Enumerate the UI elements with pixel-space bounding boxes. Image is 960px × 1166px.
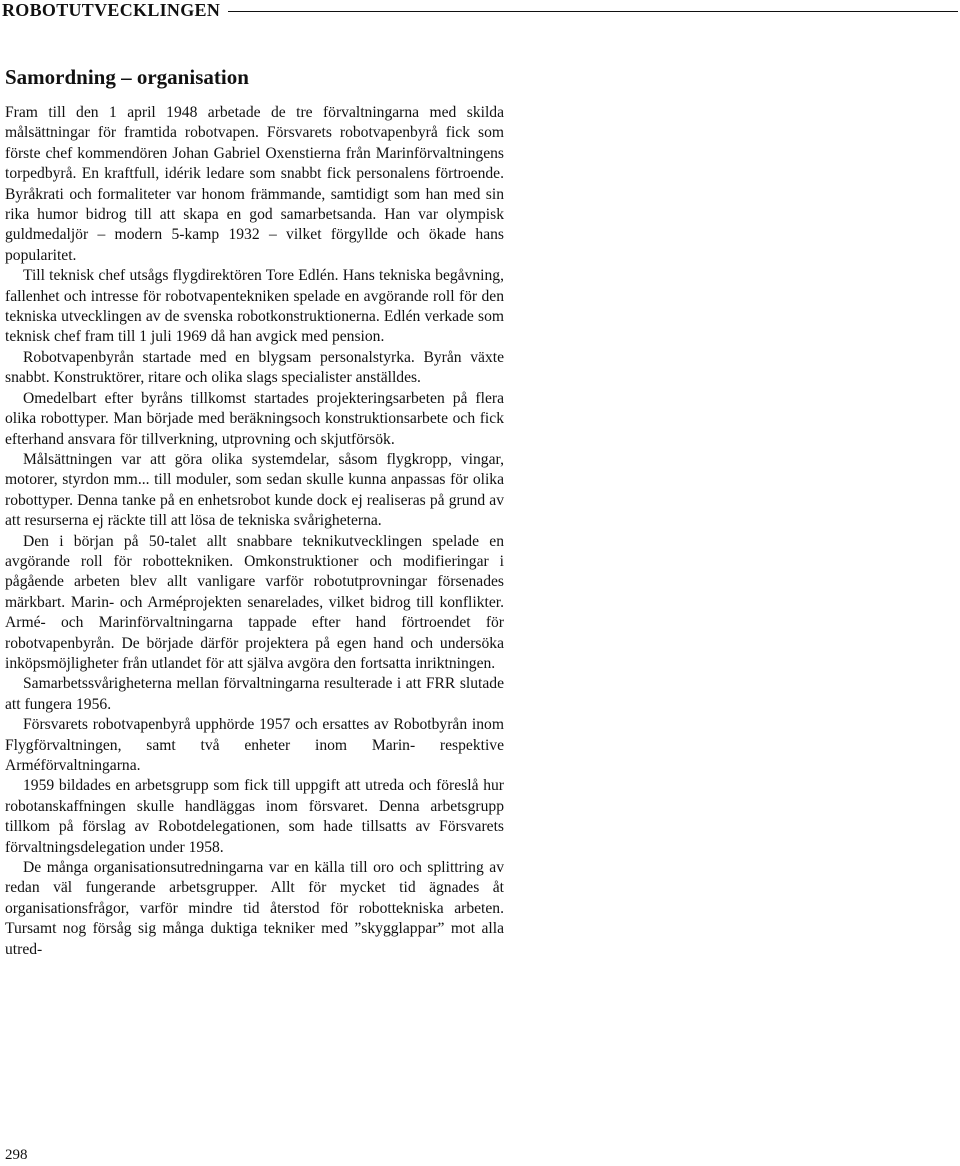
paragraph: Den i början på 50-talet allt snabbare teknikutvecklingen spelade en avgörande roll för robottekniken. Omkonstruktioner och modifieringar i pågående arbeten blev allt vanligare varför robotutprovningar försenades märkbart. Marin- och Arméprojekten senarelades, vilket bidrog till konflikter. Armé- och Marinförvaltningarna tappade efter hand förtroendet för robotvapenbyrån. De började därför projektera på egen hand och undersöka inköpsmöjligheter från utlandet för att själva avgöra den fortsatta inriktningen. bbox=[5, 532, 504, 672]
paragraph: De många organisationsutredningarna var en källa till oro och splittring av redan väl fungerande arbetsgrupper. Allt för mycket tid ägnades åt organisationsfrågor, varför mindre tid återstod för robottekniska arbeten. Tursamt nog försåg sig många duktiga tekniker med ”skygglappar” mot alla utred- bbox=[5, 859, 504, 958]
paragraph: Till teknisk chef utsågs flygdirektören Tore Edlén. Hans tekniska begåvning, fallenhet och intresse för robotvapentekniken spelade en avgörande roll för den tekniska utvecklingen av de svenska robotkonstruktionerna. Edlén verkade som teknisk chef fram till 1 juli 1969 då han avgick med pension. bbox=[5, 267, 504, 346]
paragraph: Samarbetssvårigheterna mellan förvaltningarna resulterade i att FRR slutade att fungera 1956. bbox=[5, 675, 504, 713]
paragraph: Försvarets robotvapenbyrå upphörde 1957 och ersattes av Robotbyrån inom Flygförvaltningen, samt två enheter inom Marin- respektive Arméförvaltningarna. bbox=[5, 716, 504, 774]
paragraph: Robotvapenbyrån startade med en blygsam personalstyrka. Byrån växte snabbt. Konstruktörer, ritare och olika slags specialister anställdes. bbox=[5, 348, 504, 387]
paragraph: Omedelbart efter byråns tillkomst startades projekteringsarbeten på flera olika robottyper. Man började med beräkningsoch konstruktionsarbete och fick efterhand ansvara för tillverkning, utprovning och skjutförsök. bbox=[5, 389, 504, 448]
running-header bbox=[2, 0, 958, 22]
paragraph: Målsättningen var att göra olika systemdelar, såsom flygkropp, vingar, motorer, styrdon mm... till moduler, som sedan skulle kunna anpassas för olika robottyper. Denna tanke på en enhetsrobot kunde dock ej realiseras på grund av att resurserna ej räckte till att lösa de tekniska svårigheterna. bbox=[5, 450, 504, 530]
body-text bbox=[5, 103, 504, 960]
section-heading: Samordning – organisation bbox=[5, 65, 249, 89]
running-title: ROBOTUTVECKLINGEN bbox=[2, 0, 228, 20]
paragraph: Fram till den 1 april 1948 arbetade de tre förvaltningarna med skilda målsättningar för framtida robotvapen. Försvarets robotvapenbyrå fick som förste chef kommendören Johan Gabriel Oxenstierna från Marinförvaltningens torpedbyrå. En kraftfull, idérik ledare som snabbt fick personalens förtroende. Byråkrati och formaliteter var honom främmande, samtidigt som han med sin rika humor bidrog till att skapa en god samarbetsanda. Han var olympisk guldmedaljör – modern 5-kamp 1932 – vilket förgyllde och ökade hans popularitet. bbox=[5, 104, 504, 264]
page-number: 298 bbox=[5, 1147, 28, 1163]
paragraph: 1959 bildades en arbetsgrupp som fick till uppgift att utreda och föreslå hur robotanskaffningen skulle handläggas inom försvaret. Denna arbetsgrupp tillkom på förslag av Robotdelegationen, som hade tillsatts av Försvarets förvaltningsdelegation under 1958. bbox=[5, 777, 504, 856]
